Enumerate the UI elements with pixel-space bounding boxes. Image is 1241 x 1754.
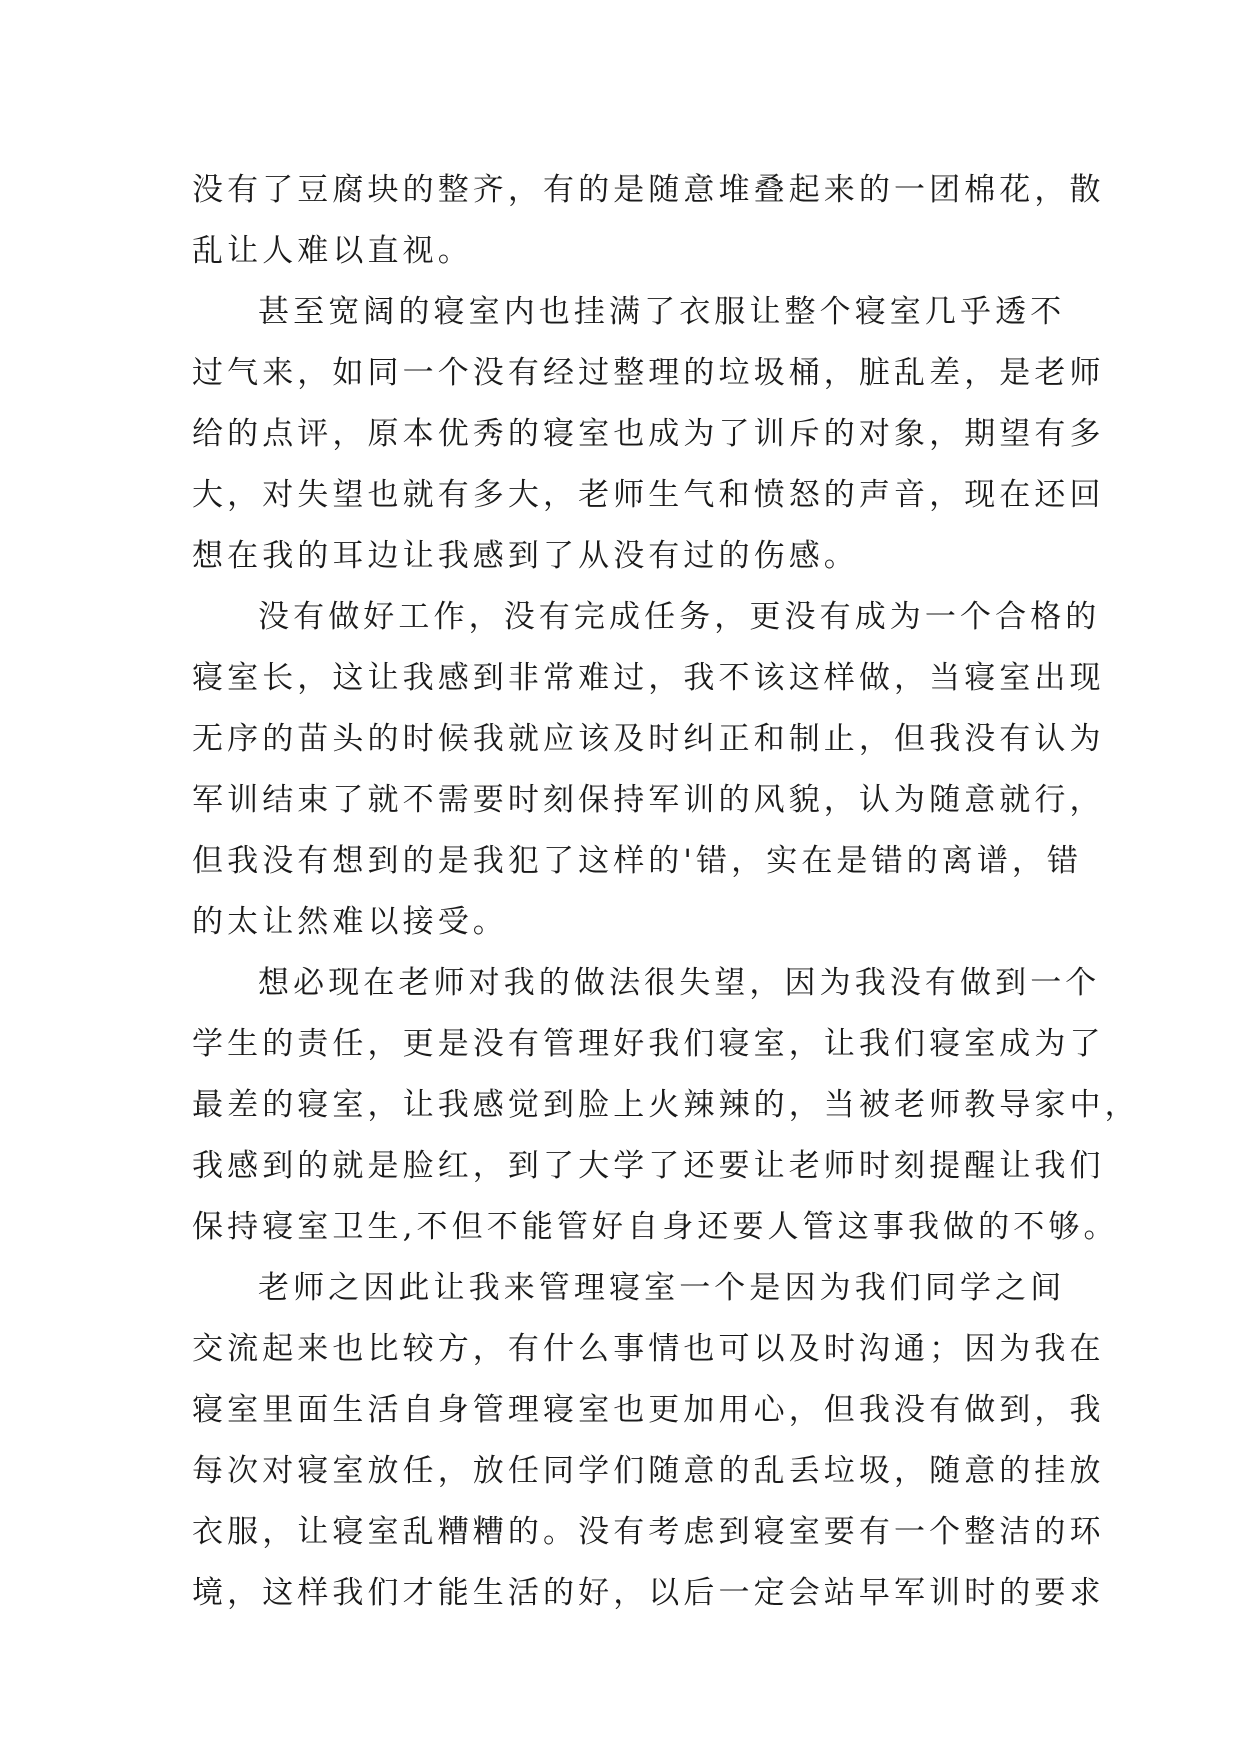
body-text (192, 160, 1140, 1624)
text-line: 没有了豆腐块的整齐，有的是随意堆叠起来的一团棉花，散 (192, 172, 1105, 208)
paragraph-first-line: 想必现在老师对我的做法很失望，因为我没有做到一个 (258, 965, 1101, 1001)
text-line: 给的点评，原本优秀的寝室也成为了训斥的对象，期望有多 (192, 416, 1105, 452)
text-line: 寝室长，这让我感到非常难过，我不该这样做，当寝室出现 (192, 660, 1105, 696)
text-line: 乱让人难以直视。 (192, 233, 473, 269)
text-line: 但我没有想到的是我犯了这样的'错，实在是错的离谱，错 (192, 843, 1083, 879)
paragraph-first-line: 老师之因此让我来管理寝室一个是因为我们同学之间 (258, 1270, 1066, 1306)
text-line: 军训结束了就不需要时刻保持军训的风貌，认为随意就行， (192, 782, 1105, 818)
text-line: 最差的寝室，让我感觉到脸上火辣辣的，当被老师教导家中， (192, 1087, 1140, 1123)
text-line: 的太让然难以接受。 (192, 904, 508, 940)
text-line: 交流起来也比较方，有什么事情也可以及时沟通；因为我在 (192, 1331, 1105, 1367)
text-line: 境，这样我们才能生活的好，以后一定会站早军训时的要求 (192, 1575, 1105, 1611)
text-line: 无序的苗头的时候我就应该及时纠正和制止，但我没有认为 (192, 721, 1105, 757)
paragraph-first-line: 没有做好工作，没有完成任务，更没有成为一个合格的 (258, 599, 1101, 635)
text-line: 每次对寝室放任，放任同学们随意的乱丢垃圾，随意的挂放 (192, 1453, 1105, 1489)
text-line: 大，对失望也就有多大，老师生气和愤怒的声音，现在还回 (192, 477, 1105, 513)
text-line: 寝室里面生活自身管理寝室也更加用心，但我没有做到，我 (192, 1392, 1105, 1428)
text-line: 我感到的就是脸红，到了大学了还要让老师时刻提醒让我们 (192, 1148, 1105, 1184)
text-line: 学生的责任，更是没有管理好我们寝室，让我们寝室成为了 (192, 1026, 1105, 1062)
text-line: 过气来，如同一个没有经过整理的垃圾桶，脏乱差，是老师 (192, 355, 1105, 391)
text-line: 衣服，让寝室乱糟糟的。没有考虑到寝室要有一个整洁的环 (192, 1514, 1105, 1550)
text-line: 想在我的耳边让我感到了从没有过的伤感。 (192, 538, 859, 574)
paragraph-first-line: 甚至宽阔的寝室内也挂满了衣服让整个寝室几乎透不 (258, 294, 1066, 330)
text-line: 保持寝室卫生,不但不能管好自身还要人管这事我做的不够。 (192, 1209, 1119, 1245)
